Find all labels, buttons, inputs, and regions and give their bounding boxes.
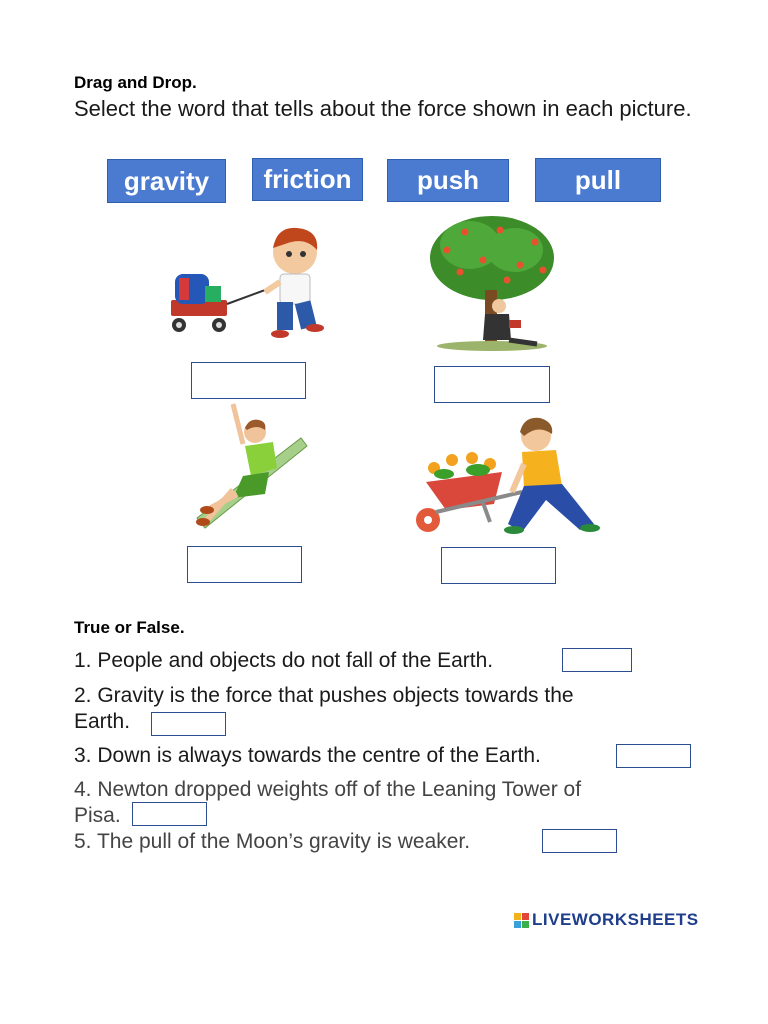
liveworksheets-logo bbox=[514, 910, 699, 930]
word-pull[interactable]: pull bbox=[535, 158, 661, 202]
question-2-line-2: Earth. bbox=[74, 710, 131, 733]
logo-text: LIVEWORKSHEETS bbox=[532, 910, 699, 929]
answer-box-question-2[interactable] bbox=[151, 712, 226, 736]
drag-drop-heading: Drag and Drop. bbox=[74, 73, 197, 92]
answer-box-question-4[interactable] bbox=[132, 802, 207, 826]
man-under-apple-tree-icon bbox=[425, 210, 560, 355]
boy-pushing-wheelbarrow-icon bbox=[412, 414, 602, 539]
question-5: 5. The pull of the Moon’s gravity is weaker. bbox=[74, 830, 471, 853]
answer-box-picture-4[interactable] bbox=[441, 547, 556, 584]
answer-box-picture-2[interactable] bbox=[434, 366, 550, 403]
drag-drop-instruction: Select the word that tells about the force shown in each picture. bbox=[74, 96, 692, 121]
boy-on-slide-icon bbox=[193, 398, 313, 533]
question-3: 3. Down is always towards the centre of the Earth. bbox=[74, 744, 541, 767]
question-4-line-1: 4. Newton dropped weights off of the Leaning Tower of bbox=[74, 778, 582, 801]
answer-box-question-3[interactable] bbox=[616, 744, 691, 768]
answer-box-question-1[interactable] bbox=[562, 648, 632, 672]
word-gravity[interactable]: gravity bbox=[107, 159, 226, 203]
question-2-line-1: 2. Gravity is the force that pushes objects towards the bbox=[74, 684, 574, 707]
liveworksheets-logo-icon bbox=[514, 913, 529, 928]
boy-pulling-wagon-icon bbox=[165, 222, 335, 342]
word-push[interactable]: push bbox=[387, 159, 509, 202]
answer-box-question-5[interactable] bbox=[542, 829, 617, 853]
question-1: 1. People and objects do not fall of the Earth. bbox=[74, 649, 494, 672]
word-friction[interactable]: friction bbox=[252, 158, 363, 201]
answer-box-picture-1[interactable] bbox=[191, 362, 306, 399]
question-4-line-2: Pisa. bbox=[74, 804, 121, 827]
true-false-heading: True or False. bbox=[74, 618, 185, 637]
answer-box-picture-3[interactable] bbox=[187, 546, 302, 583]
